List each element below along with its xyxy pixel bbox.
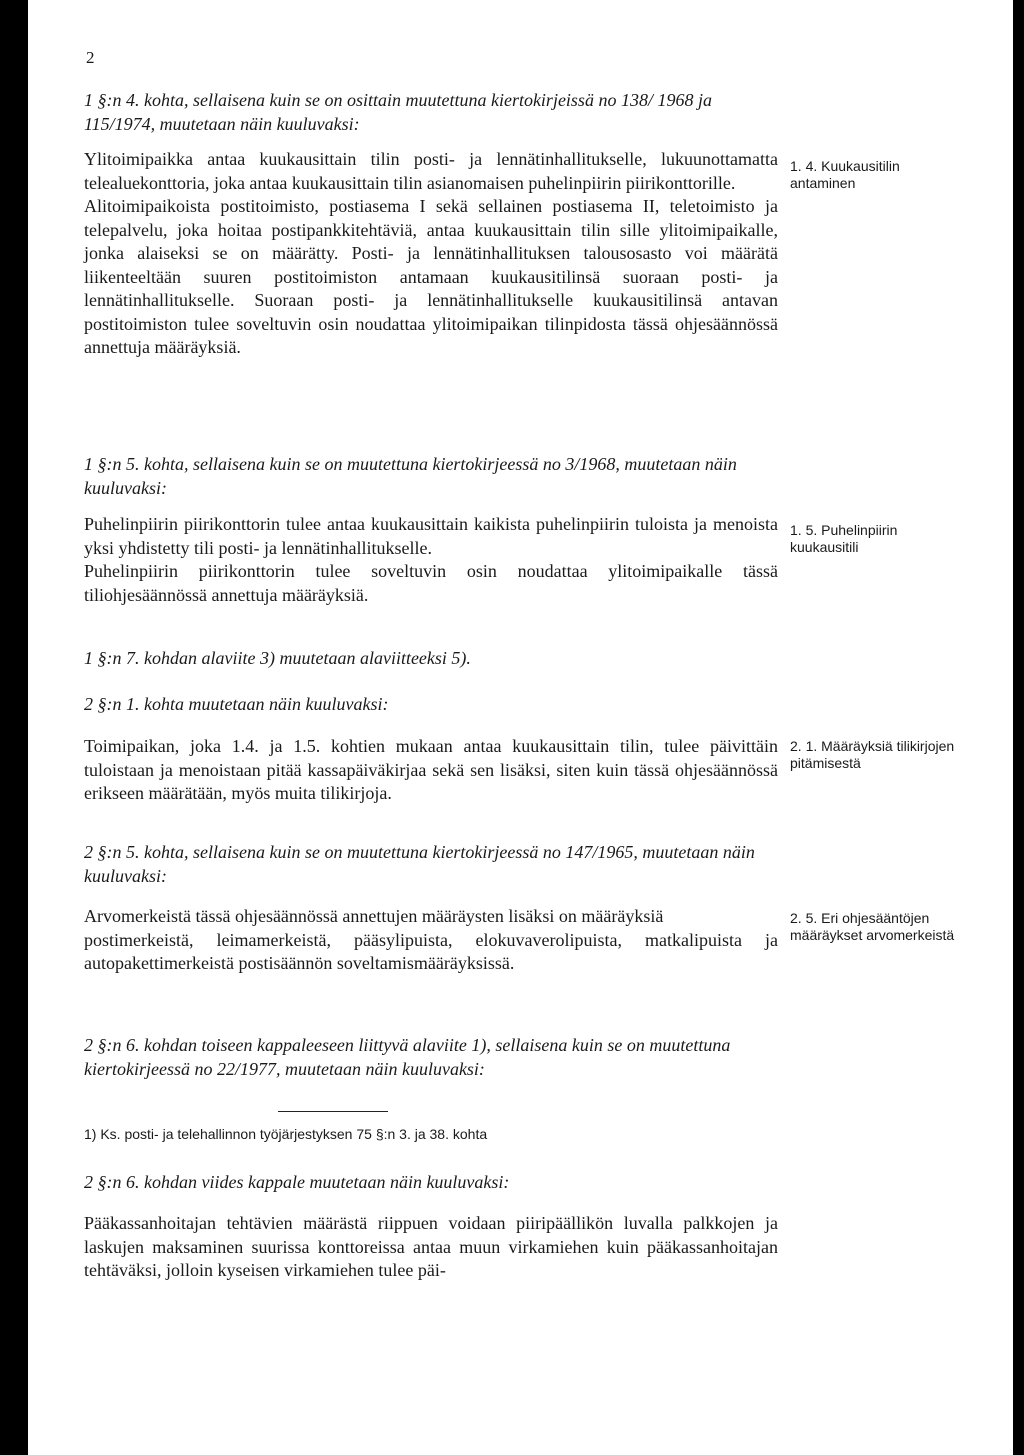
paragraph: Puhelinpiirin piirikonttorin tulee soveltuvin osin noudattaa ylitoimipaikalle tässä tiliohjesäännössä annettuja määräyksiä. xyxy=(84,561,778,605)
section-4-body xyxy=(84,735,778,806)
scan-edge-left xyxy=(0,0,28,1455)
section-5-body xyxy=(84,905,778,976)
margin-note-1-4: 1. 4. Kuukausitilin antaminen xyxy=(790,158,900,191)
paragraph: postimerkeistä, leimamerkeistä, pääsylipuista, elokuvaverolipuista, matkalipuista ja autopakettimerkeistä postisäännön soveltamismääräyksissä. xyxy=(84,929,778,973)
section-7-body xyxy=(84,1212,778,1283)
paragraph: Puhelinpiirin piirikonttorin tulee antaa kuukausittain kaikista puhelinpiirin tuloista ja menoista yksi yhdistetty tili posti- ja lennätinhallitukselle. xyxy=(84,514,778,558)
footnote-rule xyxy=(278,1111,388,1112)
margin-note-1-5: 1. 5. Puhelinpiirin kuukausitili xyxy=(790,522,898,555)
footnote: 1) Ks. posti- ja telehallinnon työjärjestyksen 75 §:n 3. ja 38. kohta xyxy=(84,1126,488,1142)
paragraph: Pääkassanhoitajan tehtävien määrästä riippuen voidaan piiripäällikön luvalla palkkojen ja laskujen maksaminen suurissa konttoreissa antaa muun virkamiehen kuin pääkassanhoitajan tehtäväksi, jolloin kyseisen virkamiehen tulee päi- xyxy=(84,1213,778,1280)
amendment-heading-3: 1 §:n 7. kohdan alaviite 3) muutetaan alaviitteeksi 5). xyxy=(84,648,471,668)
amendment-heading-6: 2 §:n 6. kohdan toiseen kappaleeseen liittyvä alaviite 1), sellaisena kuin se on muutettuna kiertokirjeessä no 22/1977, muutetaan näin kuuluvaksi: xyxy=(84,1035,731,1079)
margin-note-2-5: 2. 5. Eri ohjesääntöjen määräykset arvomerkeistä xyxy=(790,910,955,943)
amendment-heading-4: 2 §:n 1. kohta muutetaan näin kuuluvaksi: xyxy=(84,694,389,714)
paragraph: Arvomerkeistä tässä ohjesäännössä annettujen määräysten lisäksi on määräyksiä xyxy=(84,906,664,926)
amendment-heading-1: 1 §:n 4. kohta, sellaisena kuin se on osittain muutettuna kiertokirjeissä no 138/ 1968 ja 115/1974, muutetaan näin kuuluvaksi: xyxy=(84,90,712,134)
amendment-heading-2: 1 §:n 5. kohta, sellaisena kuin se on muutettuna kiertokirjeessä no 3/1968, muutetaan näin kuuluvaksi: xyxy=(84,454,737,498)
paragraph: Alitoimipaikoista postitoimisto, postiasema I sekä sellainen postiasema II, teletoimisto ja telepalvelu, joka hoitaa postipankkitehtäviä, antaa kuukausittain tilin sille ylitoimipaikalle, jonka alaiseksi se on määrätty. Posti- ja lennätinhallituksen talousosasto voi määrätä liikenteeltään suuren postitoimiston antamaan kuukausitilinsä suoraan posti- ja lennätinhallitukselle. Suoraan posti- ja lennätinhallitukselle kuukausitilinsä antavan postitoimiston tulee soveltuvin osin noudattaa ylitoimipaikan tilinpidosta tässä ohjesäännössä annettuja määräyksiä. xyxy=(84,196,778,357)
scan-edge-right xyxy=(1013,0,1024,1455)
paragraph: Ylitoimipaikka antaa kuukausittain tilin posti- ja lennätinhallitukselle, lukuunottamatta telealuekonttoria, joka antaa kuukausittain tilin asianomaisen puhelinpiirin piirikonttorille. xyxy=(84,149,778,193)
margin-note-2-1: 2. 1. Määräyksiä tilikirjojen pitämisestä xyxy=(790,738,955,771)
section-2-body xyxy=(84,513,778,607)
amendment-heading-5: 2 §:n 5. kohta, sellaisena kuin se on muutettuna kiertokirjeessä no 147/1965, muutetaan näin kuuluvaksi: xyxy=(84,842,755,886)
section-1-body xyxy=(84,148,778,360)
page-number: 2 xyxy=(86,48,95,67)
amendment-heading-7: 2 §:n 6. kohdan viides kappale muutetaan näin kuuluvaksi: xyxy=(84,1172,510,1192)
paragraph: Toimipaikan, joka 1.4. ja 1.5. kohtien mukaan antaa kuukausittain tilin, tulee päivittäin tuloistaan ja menoistaan pitää kassapäiväkirjaa sekä sen lisäksi, siten kuin tässä ohjesäännössä erikseen määrätään, myös muita tilikirjoja. xyxy=(84,736,778,803)
